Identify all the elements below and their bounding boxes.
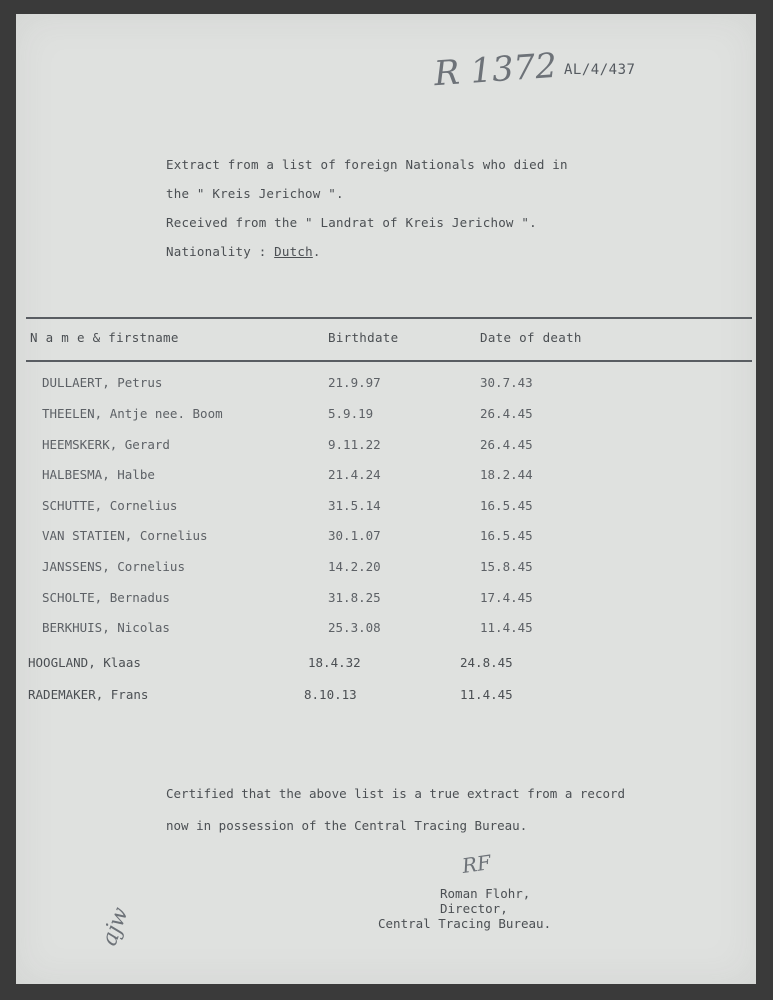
certification-block	[166, 778, 625, 842]
cell-birthdate: 8.10.13	[304, 687, 357, 702]
table-row	[16, 375, 756, 399]
cell-birthdate: 31.5.14	[328, 498, 381, 513]
table-row	[16, 437, 756, 461]
cell-birthdate: 9.11.22	[328, 437, 381, 452]
signatory-organization: Central Tracing Bureau.	[378, 916, 552, 931]
reference-number: AL/4/437	[564, 62, 636, 78]
table-header-rule	[26, 360, 752, 362]
cell-name: HEEMSKERK, Gerard	[42, 437, 170, 452]
cell-date-of-death: 18.2.44	[480, 467, 533, 482]
signatory-title: Director,	[440, 901, 508, 916]
cell-birthdate: 21.9.97	[328, 375, 381, 390]
cell-birthdate: 30.1.07	[328, 528, 381, 543]
cell-name: HALBESMA, Halbe	[42, 467, 155, 482]
cell-date-of-death: 26.4.45	[480, 437, 533, 452]
cell-name: SCHOLTE, Bernadus	[42, 590, 170, 605]
cell-name: HOOGLAND, Klaas	[28, 655, 141, 670]
table-row	[16, 655, 756, 679]
cell-name: VAN STATIEN, Cornelius	[42, 528, 208, 543]
cell-birthdate: 5.9.19	[328, 406, 374, 421]
intro-line-2: the " Kreis Jerichow ".	[166, 186, 344, 201]
table-top-rule	[26, 317, 752, 319]
table-row	[16, 528, 756, 552]
cell-birthdate: 14.2.20	[328, 559, 381, 574]
cell-birthdate: 21.4.24	[328, 467, 381, 482]
header-date-of-death: Date of death	[480, 330, 582, 345]
handwritten-ref-mark: R 1372	[432, 45, 559, 95]
table-row	[16, 467, 756, 491]
cell-birthdate: 31.8.25	[328, 590, 381, 605]
cell-date-of-death: 16.5.45	[480, 528, 533, 543]
intro-line-3: Received from the " Landrat of Kreis Jerichow ".	[166, 215, 537, 230]
intro-line-4	[166, 237, 568, 266]
cell-name: DULLAERT, Petrus	[42, 375, 163, 390]
cell-name: JANSSENS, Cornelius	[42, 559, 185, 574]
table-row	[16, 559, 756, 583]
nationality-suffix: .	[312, 244, 321, 259]
signature-block	[378, 886, 578, 931]
cell-name: BERKHUIS, Nicolas	[42, 620, 170, 635]
cell-date-of-death: 16.5.45	[480, 498, 533, 513]
cell-date-of-death: 24.8.45	[460, 655, 513, 670]
nationality-label: Nationality :	[166, 244, 275, 259]
cell-date-of-death: 17.4.45	[480, 590, 533, 605]
handwritten-initials: RF	[460, 850, 493, 878]
cell-date-of-death: 15.8.45	[480, 559, 533, 574]
cell-date-of-death: 26.4.45	[480, 406, 533, 421]
certification-line-2: now in possession of the Central Tracing Bureau.	[166, 818, 528, 833]
intro-block	[166, 150, 568, 266]
table-row	[16, 406, 756, 430]
cell-name: THEELEN, Antje nee. Boom	[42, 406, 223, 421]
table-row	[16, 687, 756, 711]
cell-date-of-death: 30.7.43	[480, 375, 533, 390]
table-row	[16, 498, 756, 522]
cell-name: SCHUTTE, Cornelius	[42, 498, 178, 513]
signatory-name: Roman Flohr,	[440, 886, 531, 901]
certification-line-1: Certified that the above list is a true extract from a record	[166, 786, 626, 801]
cell-birthdate: 18.4.32	[308, 655, 361, 670]
table-row	[16, 620, 756, 644]
header-name: N a m e & firstname	[30, 330, 179, 345]
header-birthdate: Birthdate	[328, 330, 399, 345]
cell-birthdate: 25.3.08	[328, 620, 381, 635]
document-page	[16, 14, 756, 984]
cell-name: RADEMAKER, Frans	[28, 687, 149, 702]
nationality-value: Dutch	[274, 244, 313, 259]
cell-date-of-death: 11.4.45	[480, 620, 533, 635]
handwritten-side-initials: ajw	[97, 904, 134, 949]
table-row	[16, 590, 756, 614]
intro-line-1: Extract from a list of foreign Nationals who died in	[166, 157, 568, 172]
cell-date-of-death: 11.4.45	[460, 687, 513, 702]
